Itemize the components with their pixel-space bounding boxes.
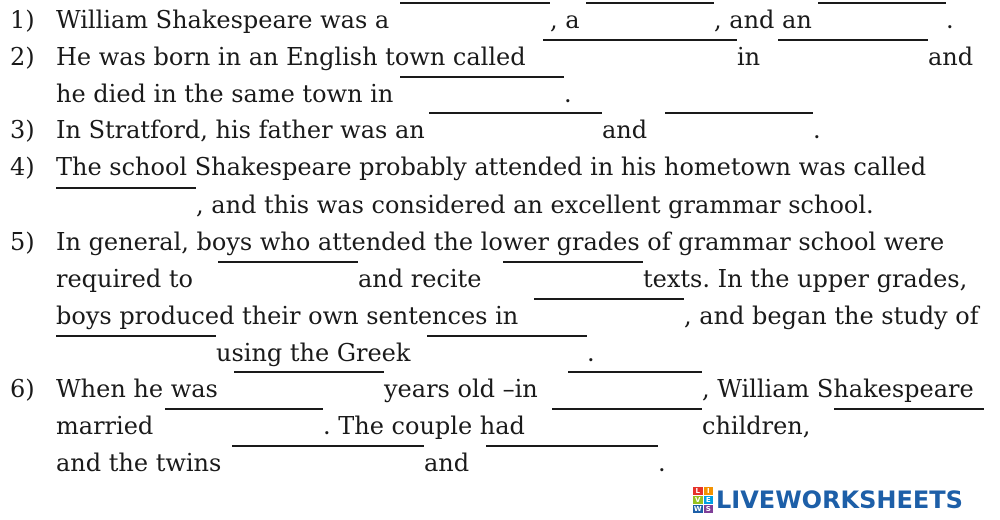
question-1-line-1 <box>0 2 1000 39</box>
answer-blank[interactable] <box>586 2 714 4</box>
answer-blank[interactable] <box>778 39 928 41</box>
answer-blank[interactable] <box>234 371 384 373</box>
answer-blank[interactable] <box>818 2 946 4</box>
question-number: 2) <box>10 43 35 71</box>
question-6-line-1 <box>0 371 1000 408</box>
question-text: and <box>424 449 470 477</box>
question-5-line-4 <box>0 335 1000 372</box>
question-number: 5) <box>10 228 35 256</box>
question-3-line-1 <box>0 112 1000 149</box>
answer-blank[interactable] <box>568 371 702 373</box>
question-text: In Stratford, his father was an <box>56 116 425 144</box>
question-text: children, <box>702 412 811 440</box>
question-4-line-2 <box>0 187 1000 224</box>
answer-blank[interactable] <box>56 187 196 189</box>
logo-icon-cell: I <box>704 487 714 495</box>
question-text: When he was <box>56 375 218 403</box>
question-4-line-1 <box>0 149 1000 186</box>
question-text: . <box>658 449 666 477</box>
question-text: and recite <box>358 265 482 293</box>
answer-blank[interactable] <box>232 445 424 447</box>
answer-blank[interactable] <box>665 112 813 114</box>
question-text: . The couple had <box>323 412 525 440</box>
question-5-line-1 <box>0 224 1000 261</box>
question-6-line-2 <box>0 408 1000 445</box>
question-text: texts. In the upper grades, <box>643 265 968 293</box>
question-text: years old –in <box>384 375 538 403</box>
question-text: and <box>602 116 648 144</box>
question-5-line-3 <box>0 298 1000 335</box>
question-text: William Shakespeare was a <box>56 6 390 34</box>
question-5-line-2 <box>0 261 1000 298</box>
question-text: and <box>928 43 974 71</box>
answer-blank[interactable] <box>400 2 550 4</box>
question-text: . <box>813 116 821 144</box>
question-2-line-2 <box>0 76 1000 113</box>
question-text: and the twins <box>56 449 222 477</box>
question-number: 1) <box>10 6 35 34</box>
question-text: He was born in an English town called <box>56 43 526 71</box>
question-6-line-3 <box>0 445 1000 482</box>
logo-icon-cell: W <box>693 505 702 513</box>
answer-blank[interactable] <box>543 39 737 41</box>
question-text: , and began the study of <box>684 302 979 330</box>
question-number: 6) <box>10 375 35 403</box>
question-text: , a <box>550 6 580 34</box>
answer-blank[interactable] <box>552 408 702 410</box>
question-text: In general, boys who attended the lower grades of grammar school were <box>56 228 945 256</box>
liveworksheets-logo <box>693 484 963 516</box>
question-text: , William Shakespeare <box>702 375 974 403</box>
question-text: The school Shakespeare probably attended in his hometown was called <box>56 153 927 181</box>
question-text: in <box>737 43 761 71</box>
answer-blank[interactable] <box>429 112 602 114</box>
question-text: , and an <box>714 6 812 34</box>
answer-blank[interactable] <box>427 335 587 337</box>
answer-blank[interactable] <box>400 76 564 78</box>
answer-blank[interactable] <box>834 408 984 410</box>
logo-icon-cell: S <box>704 505 714 513</box>
logo-text: LIVEWORKSHEETS <box>716 486 963 514</box>
logo-icon-cell: E <box>704 496 714 504</box>
answer-blank[interactable] <box>165 408 323 410</box>
question-2-line-1 <box>0 39 1000 76</box>
question-number: 3) <box>10 116 35 144</box>
answer-blank[interactable] <box>534 298 684 300</box>
question-text: boys produced their own sentences in <box>56 302 519 330</box>
question-text: . <box>587 339 595 367</box>
logo-icon-cell: V <box>693 496 703 504</box>
question-text: . <box>946 6 954 34</box>
answer-blank[interactable] <box>503 261 643 263</box>
question-text: , and this was considered an excellent grammar school. <box>196 191 874 219</box>
question-text: required to <box>56 265 193 293</box>
question-text: married <box>56 412 154 440</box>
answer-blank[interactable] <box>218 261 358 263</box>
question-text: using the Greek <box>216 339 411 367</box>
logo-icon <box>693 487 713 513</box>
question-number: 4) <box>10 153 35 181</box>
answer-blank[interactable] <box>56 335 216 337</box>
answer-blank[interactable] <box>486 445 658 447</box>
question-text: . <box>564 80 572 108</box>
question-text: he died in the same town in <box>56 80 394 108</box>
logo-icon-cell: L <box>693 487 703 495</box>
